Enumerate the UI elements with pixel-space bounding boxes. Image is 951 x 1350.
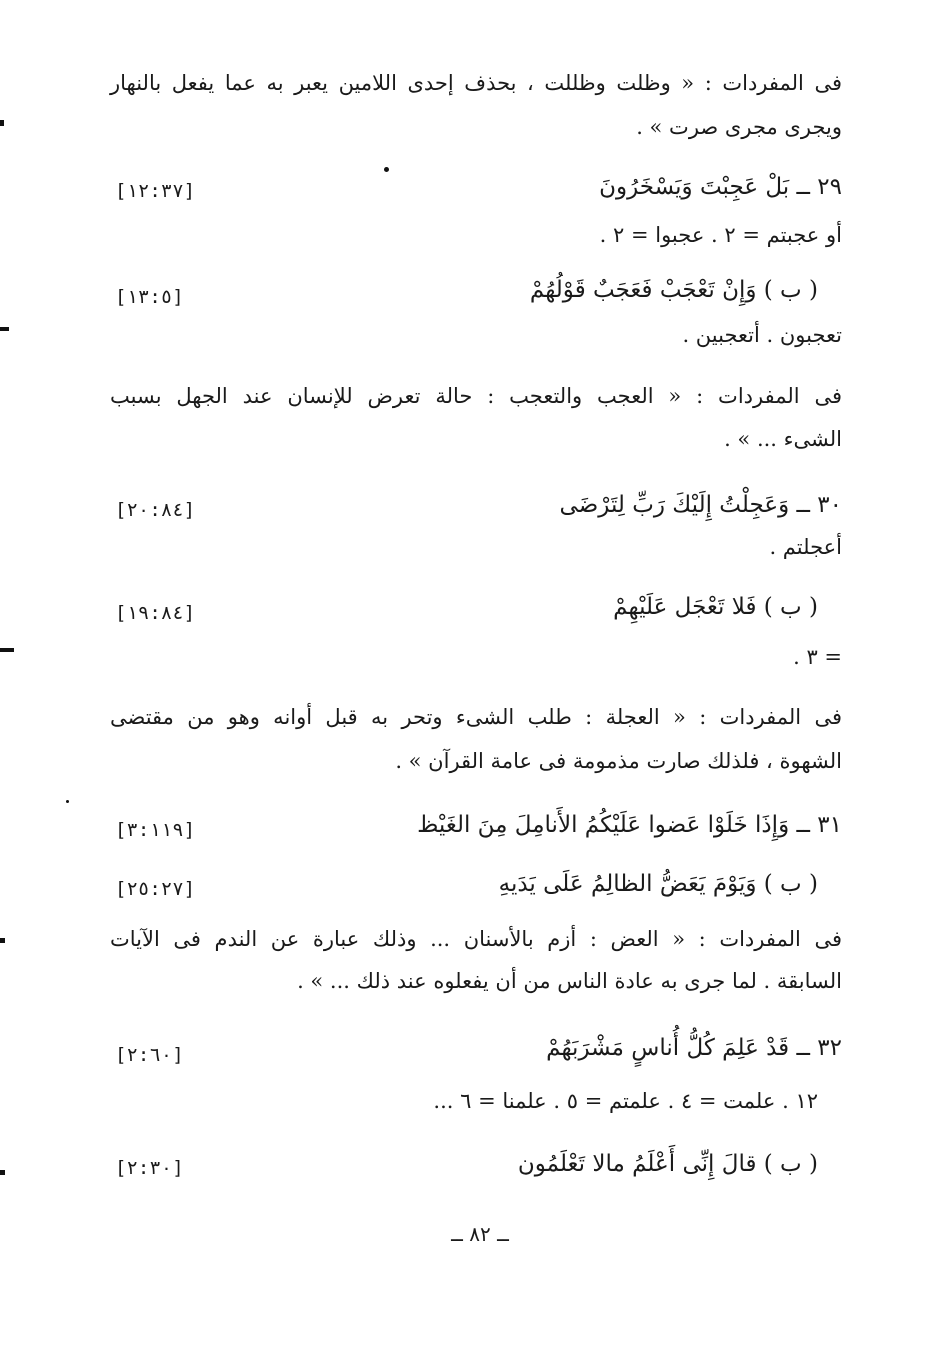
text-line: = ٣ .	[793, 645, 842, 669]
edge-mark	[0, 1170, 5, 1175]
verse-line: ( ب ) قالَ إِنِّى أَعْلَمُ مالا تَعْلَمُون	[517, 1151, 818, 1177]
text-line: أعجلتم .	[769, 535, 842, 559]
edge-mark	[0, 648, 14, 652]
verse-reference: [٢٠:٨٤]	[115, 499, 196, 521]
verse-line: ( ب ) وَإِنْ تَعْجَبْ فَعَجَبٌ قَوْلُهُمْ	[529, 277, 818, 303]
verse-reference: [١٢:٣٧]	[115, 180, 196, 202]
text-line: ١٢ . علمت = ٤ . علمتم = ٥ . علمنا = ٦ ...	[433, 1089, 818, 1113]
verse-reference: [٢:٣٠]	[115, 1157, 184, 1179]
text-line: فى المفردات : « العجب والتعجب : حالة تعرض للإنسان عند الجهل بسبب	[110, 384, 842, 408]
verse-line: ٣١ ــ وَإِذَا خَلَوْا عَضوا عَلَيْكُمُ الأَنامِلَ مِنَ الغَيْظ	[417, 812, 842, 838]
verse-line: ( ب ) فَلا تَعْجَل عَلَيْهِمْ	[613, 594, 818, 620]
verse-line: ٣٢ ــ قَدْ عَلِمَ كُلُّ أُناسٍ مَشْرَبَهُمْ	[546, 1035, 842, 1061]
text-line: ويجرى مجرى صرت » .	[636, 115, 842, 139]
text-line: السابقة . لما جرى به عادة الناس من أن يفعلوه عند ذلك ... » .	[297, 969, 842, 993]
text-line: الشهوة ، فلذلك صارت مذمومة فى عامة القرآن » .	[395, 749, 842, 773]
verse-reference: [١٣:٥]	[115, 286, 184, 308]
edge-mark	[0, 120, 4, 126]
text-line: فى المفردات : « وظلت وظللت ، بحذف إحدى اللامين يعبر به عما يفعل بالنهار	[110, 71, 842, 95]
text-line: فى المفردات : « العض : أزم بالأسنان ... وذلك عبارة عن الندم فى الآيات	[110, 927, 842, 951]
verse-reference: [٣:١١٩]	[115, 819, 196, 841]
text-line: فى المفردات : « العجلة : طلب الشىء وتحر به قبل أوانه وهو من مقتضى	[110, 705, 842, 729]
verse-reference: [٢:٦٠]	[115, 1044, 184, 1066]
text-line: الشىء ... » .	[724, 427, 842, 451]
edge-mark	[0, 938, 5, 943]
verse-line: ٢٩ ــ بَلْ عَجِبْتَ وَيَسْخَرُونَ	[599, 174, 842, 200]
verse-line: ( ب ) وَيَوْمَ يَعَضُّ الظالِمُ عَلَى يَدَيهِ	[498, 871, 818, 897]
verse-reference: [٢٥:٢٧]	[115, 878, 196, 900]
text-line: تعجبون . أتعجبين .	[682, 323, 842, 347]
scan-speck	[66, 800, 69, 803]
page-number: ــ ٨٢ ــ	[451, 1222, 509, 1246]
verse-line: ٣٠ ــ وَعَجِلْتُ إِلَيْكَ رَبِّ لِتَرْضَى	[559, 492, 842, 518]
edge-mark	[0, 327, 9, 331]
verse-reference: [١٩:٨٤]	[115, 602, 196, 624]
scan-speck	[384, 167, 389, 172]
text-line: أو عجبتم = ٢ . عجبوا = ٢ .	[599, 223, 842, 247]
